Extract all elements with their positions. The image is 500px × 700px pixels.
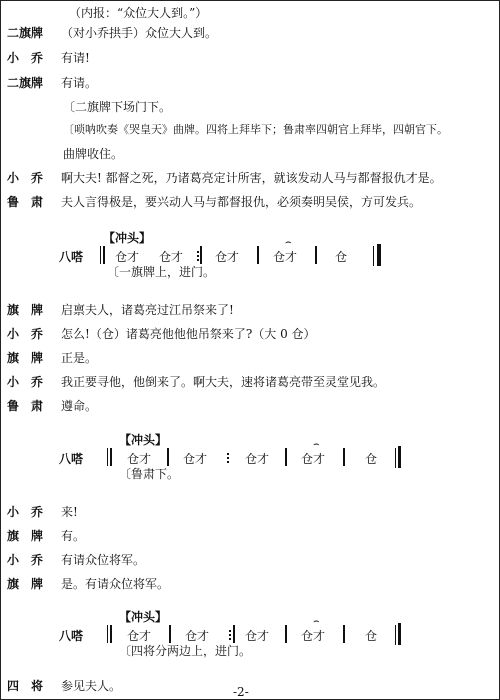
barline — [315, 246, 317, 264]
percussion-title: 【冲头】 — [103, 231, 152, 245]
speaker-label: 旗 牌 — [7, 577, 44, 591]
stage-direction: 〔鲁肃下。 — [119, 467, 180, 481]
fermata-mark: ⌢ — [313, 616, 320, 627]
speaker-label: 鲁 肃 — [7, 399, 44, 413]
repeat-barline — [107, 625, 108, 643]
speaker-label: 小 乔 — [7, 505, 44, 519]
percussion-label: 八嗒 — [59, 250, 84, 264]
beat-cell: 仓 — [365, 629, 378, 643]
speaker-label: 旗 牌 — [7, 351, 44, 365]
repeat-barline — [100, 246, 101, 264]
dialogue-line: 正是。 — [61, 351, 98, 365]
dotted-barline — [229, 630, 231, 642]
percussion-notation — [59, 431, 399, 481]
beat-cell: 仓才 — [127, 452, 152, 466]
speaker-label: 旗 牌 — [7, 303, 44, 317]
dialogue-line: 是。有请众位将军。 — [61, 577, 170, 591]
dialogue-line: 夫人言得极是，要兴动人马与都督报仇，必须奏明吴侯，方可发兵。 — [61, 195, 422, 209]
barline — [233, 625, 235, 643]
barline — [285, 625, 287, 643]
final-barline — [398, 623, 401, 645]
beat-cell: 仓才 — [245, 452, 270, 466]
final-barline — [395, 448, 396, 468]
final-barline — [398, 446, 401, 468]
percussion-notation — [59, 608, 399, 658]
dialogue-line: 有请众位将军。 — [61, 553, 146, 567]
dialogue-line: 来! — [61, 505, 78, 519]
percussion-label: 八嗒 — [59, 629, 84, 643]
stage-direction: 曲牌收住。 — [63, 147, 124, 161]
speaker-label: 鲁 肃 — [7, 195, 44, 209]
dialogue-line: 遵命。 — [61, 399, 98, 413]
dialogue-line: 有请。 — [61, 76, 98, 90]
percussion-title: 【冲头】 — [119, 433, 168, 447]
dialogue-line: 有请! — [61, 51, 90, 65]
speaker-label: 小 乔 — [7, 375, 44, 389]
offstage-report: （内报：“众位大人到。”） — [69, 6, 208, 20]
beat-cell: 仓才 — [115, 250, 140, 264]
beat-cell: 仓才 — [301, 629, 326, 643]
speaker-label: 小 乔 — [7, 51, 44, 65]
dialogue-line: 有。 — [61, 529, 86, 543]
beat-cell: 仓才 — [245, 629, 270, 643]
stage-direction: 〔一旗牌上，进门。 — [107, 265, 216, 279]
beat-cell: 仓 — [365, 452, 378, 466]
beat-cell: 仓才 — [215, 250, 240, 264]
barline — [343, 448, 345, 466]
speaker-label: 小 乔 — [7, 171, 44, 185]
barline — [167, 448, 169, 466]
dotted-barline — [197, 251, 199, 263]
repeat-barline — [107, 448, 108, 466]
dialogue-line: 啊大夫! 都督之死，乃诸葛亮定计所害，就该发动人马与都督报仇才是。 — [61, 171, 442, 185]
dialogue-line: 启禀夫人，诸葛亮过江吊祭来了! — [61, 303, 234, 317]
final-barline — [377, 244, 381, 266]
beat-cell: 仓才 — [159, 250, 184, 264]
beat-cell: 仓才 — [183, 452, 208, 466]
barline — [257, 246, 259, 264]
beat-cell: 仓才 — [301, 452, 326, 466]
speaker-label: 四 将 — [7, 679, 44, 693]
final-barline — [395, 625, 396, 645]
beat-cell: 仓才 — [185, 629, 210, 643]
dialogue-line: （对小乔拱手）众位大人到。 — [61, 26, 218, 40]
fermata-mark: ⌢ — [285, 237, 292, 248]
repeat-barline — [110, 448, 112, 466]
speaker-label: 小 乔 — [7, 327, 44, 341]
page-number: -2- — [233, 685, 249, 699]
speaker-label: 二旗牌 — [7, 76, 44, 90]
percussion-title: 【冲头】 — [119, 610, 168, 624]
dialogue-line: 怎么!（仓）诸葛亮他他他吊祭来了?（大 0 仓） — [61, 327, 316, 341]
beat-cell: 仓才 — [273, 250, 298, 264]
stage-direction: 〔二旗牌下场门下。 — [63, 100, 172, 114]
barline — [200, 246, 202, 264]
fermata-mark: ⌢ — [313, 439, 320, 450]
barline — [285, 448, 287, 466]
dialogue-line: 我正要寻他，他倒来了。啊大夫，速将诸葛亮带至灵堂见我。 — [61, 375, 386, 389]
repeat-barline — [110, 625, 112, 643]
speaker-label: 旗 牌 — [7, 529, 44, 543]
stage-direction: 〔四将分两边上，进门。 — [119, 644, 252, 658]
barline — [343, 625, 345, 643]
speaker-label: 小 乔 — [7, 553, 44, 567]
stage-direction: 〔唢呐吹奏《哭皇天》曲牌。四将上拜毕下；鲁肃率四朝官上拜毕，四朝官下。 — [63, 123, 448, 136]
beat-cell: 仓 — [335, 250, 348, 264]
percussion-notation — [59, 229, 399, 279]
percussion-label: 八嗒 — [59, 452, 84, 466]
barline — [169, 625, 171, 643]
beat-cell: 仓才 — [127, 629, 152, 643]
repeat-barline — [103, 246, 105, 264]
speaker-label: 二旗牌 — [7, 26, 44, 40]
dotted-barline — [227, 453, 229, 465]
final-barline — [373, 246, 374, 266]
dialogue-line: 参见夫人。 — [61, 679, 122, 693]
